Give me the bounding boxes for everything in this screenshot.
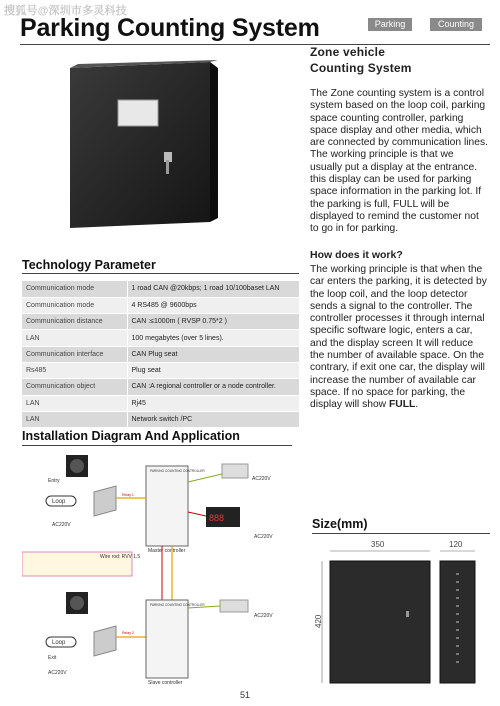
- spec-label: Communication distance: [22, 314, 127, 330]
- svg-text:Wire rod: RVV 1.5: Wire rod: RVV 1.5: [100, 554, 141, 560]
- svg-text:AC220V: AC220V: [254, 613, 273, 619]
- spec-row: [22, 362, 299, 378]
- zone-description: The Zone counting system is a control system based on the loop coil, parking space counting controller, parking space display and other media, which are connected by communication lines. The working principle is that we usually put a display at the entrance. this display can be used for parking space information in the parking lot. If the parking is full, FULL will be displayed to remind the customer not to go in for parking.: [310, 88, 489, 235]
- spec-label: Communication interface: [22, 346, 127, 362]
- spec-value: 100 megabytes (over 5 lines).: [127, 330, 299, 346]
- spec-row: [22, 411, 299, 427]
- svg-text:PARKING COUNTING CONTROLLER: PARKING COUNTING CONTROLLER: [150, 469, 205, 473]
- spec-value: Plug seat: [127, 362, 299, 378]
- spec-label: LAN: [22, 330, 127, 346]
- svg-text:Exit: Exit: [48, 655, 57, 661]
- svg-text:Slave controller: Slave controller: [148, 680, 183, 686]
- svg-text:Relay 1: Relay 1: [122, 493, 134, 497]
- header-rule: [20, 44, 490, 45]
- install-rule: [22, 445, 292, 446]
- spec-row: [22, 314, 299, 330]
- spec-value: Rj45: [127, 395, 299, 411]
- page-number: 51: [240, 690, 251, 700]
- page-title: Parking Counting System: [20, 14, 320, 42]
- spec-value: CAN :A regional controller or a node controller.: [127, 379, 299, 395]
- svg-text:AC220V: AC220V: [252, 476, 271, 482]
- spec-table: [22, 281, 299, 428]
- spec-row: [22, 346, 299, 362]
- svg-text:AC220V: AC220V: [254, 534, 273, 540]
- svg-text:Loop: Loop: [52, 499, 66, 505]
- size-title: Size(mm): [312, 517, 368, 531]
- installation-diagram: [22, 452, 282, 687]
- size-drawing: [310, 533, 490, 688]
- svg-text:AC220V: AC220V: [48, 670, 67, 676]
- watermark: 搜狐号@深圳市多灵科技: [4, 5, 127, 17]
- tech-title: Technology Parameter: [22, 258, 156, 272]
- how-title: How does it work?: [310, 249, 403, 261]
- spec-row: [22, 395, 299, 411]
- svg-text:Entry: Entry: [48, 478, 60, 484]
- spec-value: 1 road CAN @20kbps; 1 road 10/100baset LAN: [127, 281, 299, 297]
- spec-value: CAN Plug seat: [127, 346, 299, 362]
- svg-text:420: 420: [314, 614, 323, 628]
- spec-row: [22, 297, 299, 313]
- spec-value: CAN :≤1000m ( RVSP 0.75*2 ): [127, 314, 299, 330]
- spec-label: LAN: [22, 411, 127, 427]
- svg-text:Loop: Loop: [52, 640, 66, 646]
- svg-text:Master controller: Master controller: [148, 548, 186, 554]
- how-text: The working principle is that when the car enters the parking, it is detected by the loop coil, and the loop detector sends a signal to the controller. The controller processes it through internal specific software logic, enters a car, and the display screen It will reduce the number of available space. On the contrary, if exit one car, the display will increase the number of available car space. If no space for parking, the display will show FULL.: [310, 264, 487, 411]
- spec-value: 4 RS485 @ 9600bps: [127, 297, 299, 313]
- tag-counting: Counting: [430, 18, 482, 31]
- spec-label: Communication mode: [22, 297, 127, 313]
- spec-label: LAN: [22, 395, 127, 411]
- svg-text:PARKING COUNTING CONTROLLER: PARKING COUNTING CONTROLLER: [150, 603, 205, 607]
- zone-title: Zone vehicle Counting System: [310, 45, 412, 75]
- svg-text:AC220V: AC220V: [52, 522, 71, 528]
- spec-row: [22, 379, 299, 395]
- controller-cabinet-image: [60, 60, 220, 230]
- tag-parking: Parking: [368, 18, 412, 31]
- svg-text:120: 120: [449, 540, 463, 549]
- install-title: Installation Diagram And Application: [22, 429, 240, 443]
- svg-text:Relay 2: Relay 2: [122, 631, 134, 635]
- spec-label: Rs485: [22, 362, 127, 378]
- spec-row: [22, 281, 299, 297]
- spec-label: Communication object: [22, 379, 127, 395]
- tech-rule: [22, 273, 299, 274]
- svg-text:888: 888: [209, 513, 225, 523]
- spec-label: Communication mode: [22, 281, 127, 297]
- spec-value: Network switch /PC: [127, 411, 299, 427]
- svg-text:350: 350: [371, 540, 385, 549]
- spec-row: [22, 330, 299, 346]
